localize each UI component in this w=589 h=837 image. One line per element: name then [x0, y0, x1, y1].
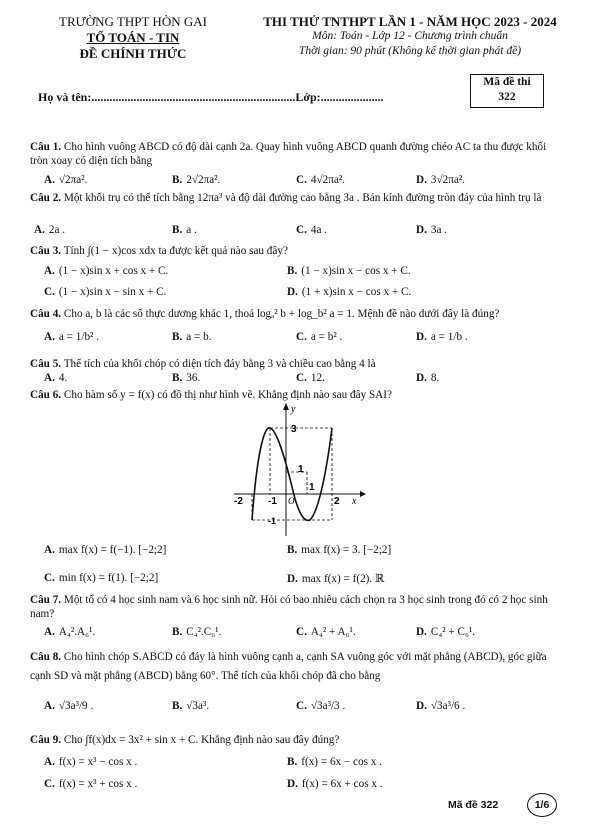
- q7-option-d[interactable]: D. C₄² + C₆¹.: [416, 626, 476, 638]
- question-7: Câu 7. Một tổ có 4 học sinh nam và 6 học sinh nữ. Hỏi có bao nhiêu cách chọn ra 3 học sinh trong đó có 2 học sinh nam?: [30, 594, 548, 620]
- question-8: Câu 8. Cho hình chóp S.ABCD có đáy là hình vuông cạnh a, cạnh SA vuông góc với mặt phẳng (ABCD), góc giữa cạnh SD và mặt phẳng (ABCD) bằng 60°. Thể tích của khối chóp đã cho bằng: [30, 651, 547, 682]
- exam-code-box: [470, 74, 544, 108]
- y-axis-arrow: [283, 403, 289, 410]
- q2-option-a[interactable]: A. 2a .: [34, 224, 66, 236]
- question-2: Câu 2. Một khối trụ có thể tích bằng 12πa³ và độ dài đường cao bằng 3a . Bán kính đường tròn đáy của hình trụ là: [30, 192, 542, 204]
- exam-code-value: 322: [498, 91, 516, 103]
- q4-option-a[interactable]: A. a = 1/b² .: [44, 331, 100, 343]
- q1-option-a[interactable]: A. √2πa².: [44, 174, 88, 186]
- function-curve: [252, 428, 332, 521]
- q5-option-c[interactable]: C. 12.: [296, 372, 325, 384]
- tick-x-neg2: -2: [234, 496, 243, 507]
- q3-option-d[interactable]: D. (1 + x)sin x − cos x + C.: [287, 286, 412, 298]
- question-3: Câu 3. Tính ∫(1 − x)cos xdx ta được kết quả nào sau đây?: [30, 245, 288, 257]
- exam-code-label: Mã đề thi: [483, 76, 531, 88]
- q4-option-c[interactable]: C. a = b² .: [296, 331, 343, 343]
- q8-option-b[interactable]: B. √3a³.: [172, 700, 210, 712]
- q1-option-c[interactable]: C. 4√2πa².: [296, 174, 345, 186]
- q6-option-a[interactable]: A. max f(x) = f(−1). [−2;2]: [44, 544, 167, 556]
- origin-label: O: [288, 496, 295, 506]
- q5-option-d[interactable]: D. 8.: [416, 372, 440, 384]
- x-axis-label: x: [352, 496, 357, 507]
- q9-option-a[interactable]: A. f(x) = x³ − cos x .: [44, 756, 138, 768]
- footer-exam-code: Mã đề 322: [448, 799, 499, 811]
- q6-option-d[interactable]: D. max f(x) = f(2). ℝ: [287, 573, 385, 585]
- question-9: Câu 9. Cho ∫f(x)dx = 3x² + sin x + C. Khẳng định nào sau đây đúng?: [30, 734, 340, 746]
- tick-x-neg1: -1: [268, 496, 277, 507]
- q3-option-b[interactable]: B. (1 − x)sin x − cos x + C.: [287, 265, 411, 277]
- group-name: TỔ TOÁN - TIN: [86, 30, 180, 45]
- school-name: TRƯỜNG THPT HÒN GAI: [59, 14, 207, 29]
- question-1: [30, 140, 560, 168]
- function-graph: [228, 400, 368, 540]
- q2-option-d[interactable]: D. 3a .: [416, 224, 448, 236]
- x-axis-arrow: [360, 491, 366, 497]
- q6-option-c[interactable]: C. min f(x) = f(1). [−2;2]: [44, 572, 159, 584]
- question-4: Câu 4. Cho a, b là các số thực dương khác 1, thoả logₐ² b + log_b² a = 1. Mệnh đề nào dưới đây là đúng?: [30, 308, 500, 320]
- tick-x-1: 1: [309, 482, 315, 493]
- exam-time: Thời gian: 90 phút (Không kể thời gian phát đề): [298, 45, 522, 57]
- name-class-line[interactable]: Họ và tên:....................................................................Lớp:.....................: [38, 90, 384, 104]
- q8-option-a[interactable]: A. √3a³/9 .: [44, 700, 94, 712]
- q7-option-b[interactable]: B. C₄².C₆¹.: [172, 626, 222, 638]
- q8-option-d[interactable]: D. √3a³/6 .: [416, 700, 466, 712]
- q4-option-d[interactable]: D. a = 1/b .: [416, 331, 468, 343]
- question-6: Câu 6. Cho hàm số y = f(x) có đồ thị như hình vẽ. Khẳng định nào sau đây SAI?: [30, 389, 392, 401]
- question-5: Câu 5. Thể tích của khối chóp có diện tích đáy bằng 3 và chiều cao bằng 4 là: [30, 358, 376, 370]
- question-text: Cho hình vuông ABCD có độ dài cạnh 2a. Quay hình vuông ABCD quanh đường chéo AC ta thu được khối tròn xoay có diện tích bằng: [30, 141, 547, 167]
- q2-option-b[interactable]: B. a .: [172, 224, 197, 236]
- q5-option-a[interactable]: A. 4.: [44, 372, 68, 384]
- exam-title: THI THỬ TNTHPT LẦN 1 - NĂM HỌC 2023 - 2024: [263, 14, 557, 29]
- q5-option-b[interactable]: B. 36.: [172, 372, 201, 384]
- q9-option-c[interactable]: C. f(x) = x³ + cos x .: [44, 778, 138, 790]
- q8-option-c[interactable]: C. √3a³/3 .: [296, 700, 346, 712]
- q3-option-a[interactable]: A. (1 − x)sin x + cos x + C.: [44, 265, 169, 277]
- y-axis-label: y: [291, 404, 296, 415]
- q9-option-b[interactable]: B. f(x) = 6x − cos x .: [287, 756, 382, 768]
- tick-y-neg1: -1: [268, 516, 277, 526]
- q9-option-d[interactable]: D. f(x) = 6x + cos x .: [287, 778, 383, 790]
- q3-option-c[interactable]: C. (1 − x)sin x − sin x + C.: [44, 286, 167, 298]
- tick-y-3: 3: [291, 424, 297, 435]
- q2-option-c[interactable]: C. 4a .: [296, 224, 328, 236]
- dashed-guides: [252, 428, 332, 520]
- q6-option-b[interactable]: B. max f(x) = 3. [−2;2]: [287, 544, 392, 556]
- q4-option-b[interactable]: B. a = b.: [172, 331, 212, 343]
- page-number-badge: 1/6: [527, 793, 557, 817]
- tick-x-2: 2: [334, 496, 340, 507]
- q1-option-b[interactable]: B. 2√2πa².: [172, 174, 221, 186]
- official-label: ĐỀ CHÍNH THỨC: [79, 46, 187, 61]
- q7-option-a[interactable]: A. A₄².A₆¹.: [44, 626, 96, 638]
- question-label: Câu 1.: [30, 141, 62, 153]
- q1-option-d[interactable]: D. 3√2πa².: [416, 174, 465, 186]
- exam-subject: Môn: Toán - Lớp 12 - Chương trình chuẩn: [312, 30, 508, 42]
- q7-option-c[interactable]: C. A₄² + A₆¹.: [296, 626, 356, 638]
- tick-y-1: 1: [298, 464, 304, 475]
